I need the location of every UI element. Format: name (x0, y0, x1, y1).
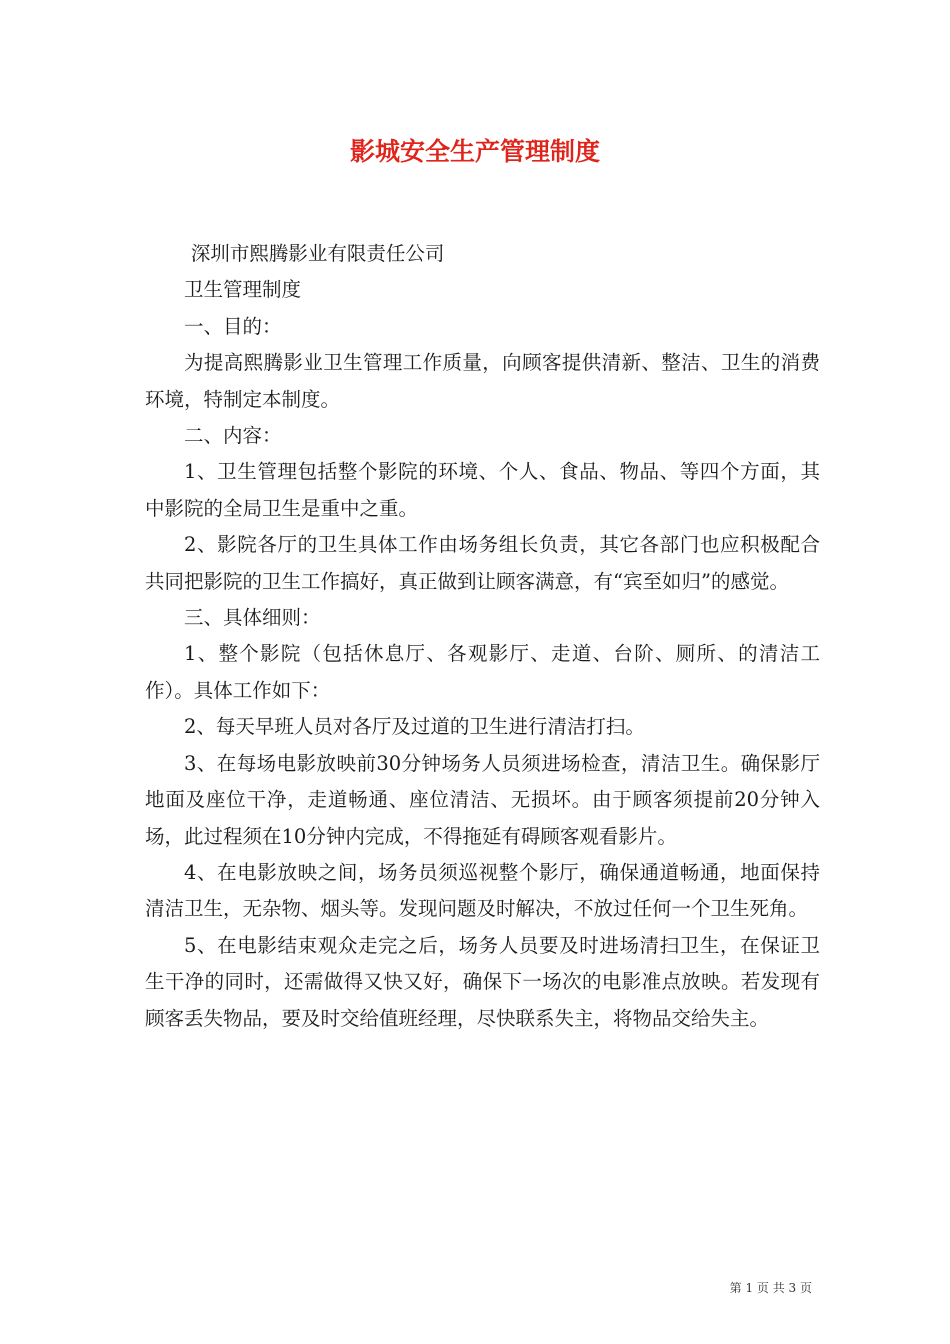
paragraph-rule-4: 4、在电影放映之间，场务员须巡视整个影厅，确保通道畅通，地面保持清洁卫生，无杂物、烟头等。发现问题及时解决，不放过任何一个卫生死角。 (145, 860, 820, 921)
document-body (145, 236, 820, 1037)
section-heading-purpose: 一、目的： (184, 314, 282, 338)
section-heading-hygiene: 卫生管理制度 (184, 278, 302, 302)
section-heading-content: 二、内容： (184, 424, 282, 448)
company-name: 深圳市熙腾影业有限责任公司 (190, 242, 445, 265)
page-number: 第 1 页 共 3 页 (729, 1281, 812, 1295)
paragraph-rule-3: 3、在每场电影放映前30分钟场务人员须进场检查，清洁卫生。确保影厅地面及座位干净，走道畅通、座位清洁、无损坏。由于顾客须提前20分钟入场，此过程须在10分钟内完成，不得拖延有碍顾客观看影片。 (145, 751, 820, 848)
section-heading-rules: 三、具体细则： (184, 606, 321, 630)
paragraph-purpose: 为提高熙腾影业卫生管理工作质量，向顾客提供清新、整洁、卫生的消费环境，特制定本制度。 (145, 351, 820, 411)
document-title: 影城安全生产管理制度 (349, 137, 600, 166)
paragraph-content-1: 1、卫生管理包括整个影院的环境、个人、食品、物品、等四个方面，其中影院的全局卫生是重中之重。 (145, 460, 820, 520)
paragraph-rule-5: 5、在电影结束观众走完之后，场务人员要及时进场清扫卫生，在保证卫生干净的同时，还需做得又快又好，确保下一场次的电影准点放映。若发现有顾客丢失物品，要及时交给值班经理，尽快联系失主，将物品交给失主。 (145, 933, 820, 1030)
paragraph-content-2: 2、影院各厅的卫生具体工作由场务组长负责，其它各部门也应积极配合共同把影院的卫生工作搞好，真正做到让顾客满意，有“宾至如归”的感觉。 (145, 533, 820, 593)
paragraph-rule-1: 1、整个影院（包括休息厅、各观影厅、走道、台阶、厕所、的清洁工作）。具体工作如下： (145, 642, 820, 702)
paragraph-rule-2: 2、每天早班人员对各厅及过道的卫生进行清洁打扫。 (184, 715, 645, 739)
